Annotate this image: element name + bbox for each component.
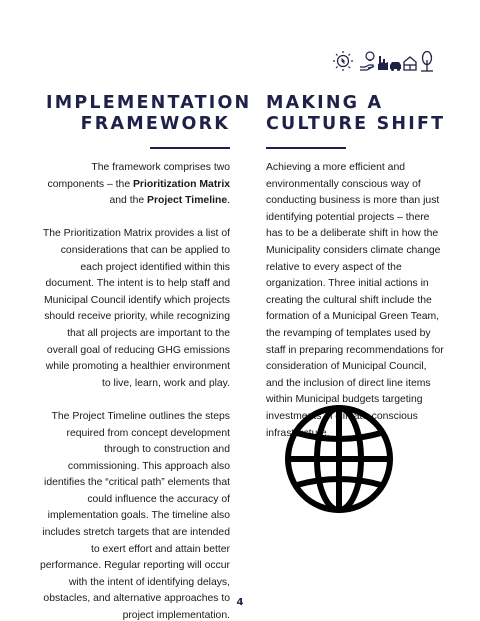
heading-making-a-culture-shift: [266, 93, 456, 135]
bold-term: Project Timeline: [147, 195, 228, 207]
tree-icon: [421, 52, 433, 72]
framework-intro-paragraph: The framework comprises two components – the Prioritization Matrix and the Project Timeline.: [47, 162, 230, 207]
heading-underline: [150, 147, 230, 149]
heading-line: CULTURE SHIFT: [266, 114, 446, 134]
project-timeline-paragraph: The Project Timeline outlines the steps required from concept development through to construction and commissioning. This approach also identifies the “critical path” elements that could influence the accuracy of implementation goals. The timeline also includes stretch targets that are intended to exert effort and attain better performance. Regular reporting will occur with the intent of identifying delays, obstacles, and alternative approaches to project implementation.: [40, 410, 230, 621]
globe-icon: [283, 403, 395, 515]
car-icon: [390, 62, 401, 71]
header-icon-strip: [330, 50, 434, 72]
house-icon: [404, 57, 416, 70]
heading-underline: [266, 147, 346, 149]
page-number: 4: [236, 597, 244, 608]
bold-term: Prioritization Matrix: [133, 178, 230, 190]
heading-line: IMPLEMENTATION: [46, 93, 252, 113]
prioritization-matrix-paragraph: The Prioritization Matrix provides a list of considerations that can be applied to each project identified within this document. The intent is to help staff and Municipal Council identify which projects should receive priority, while recognizing that all projects are important to the overall goal of reducing GHG emissions while promoting a healthier environment to live, learn, work and play.: [42, 228, 230, 389]
hand-lightbulb-icon: [360, 52, 374, 70]
heading-line: MAKING A: [266, 93, 384, 113]
factory-icon: [378, 56, 388, 70]
heading-implementation-framework: [46, 93, 252, 135]
heading-line: FRAMEWORK: [80, 114, 230, 134]
left-column-body: [36, 160, 230, 621]
culture-shift-paragraph: Achieving a more efficient and environmentally conscious way of conducting business is more than just identifying potential projects – there has to be a deliberate shift in how the Municipality considers climate change relative to every aspect of the organization. Three initial actions in creating the cultural shift include the formation of a Municipal Green Team, the revamping of templates used by staff in preparing recommendations for consideration of Municipal Council, and the inclusion of direct line items within Municipal budgets targeting investments in climate-conscious infrastructure.: [266, 162, 444, 439]
sun-plug-icon: [333, 51, 353, 71]
